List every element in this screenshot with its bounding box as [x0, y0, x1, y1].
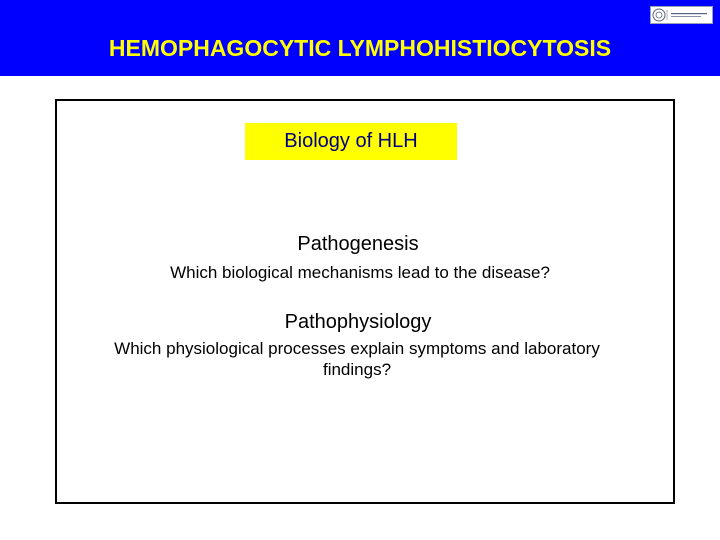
- subject-tag: Biology of HLH: [245, 123, 457, 160]
- university-seal-icon: [651, 7, 712, 23]
- header-bar: [0, 0, 720, 76]
- slide-title: HEMOPHAGOCYTIC LYMPHOHISTIOCYTOSIS: [108, 35, 612, 61]
- section-description-pathophysiology: Which physiological processes explain symptoms and laboratory findings?: [114, 339, 600, 379]
- institution-logo: [650, 6, 713, 24]
- section-heading-pathophysiology: Pathophysiology: [284, 311, 432, 333]
- section-heading-pathogenesis: Pathogenesis: [297, 233, 419, 255]
- section-description-pathogenesis: Which biological mechanisms lead to the disease?: [170, 263, 550, 282]
